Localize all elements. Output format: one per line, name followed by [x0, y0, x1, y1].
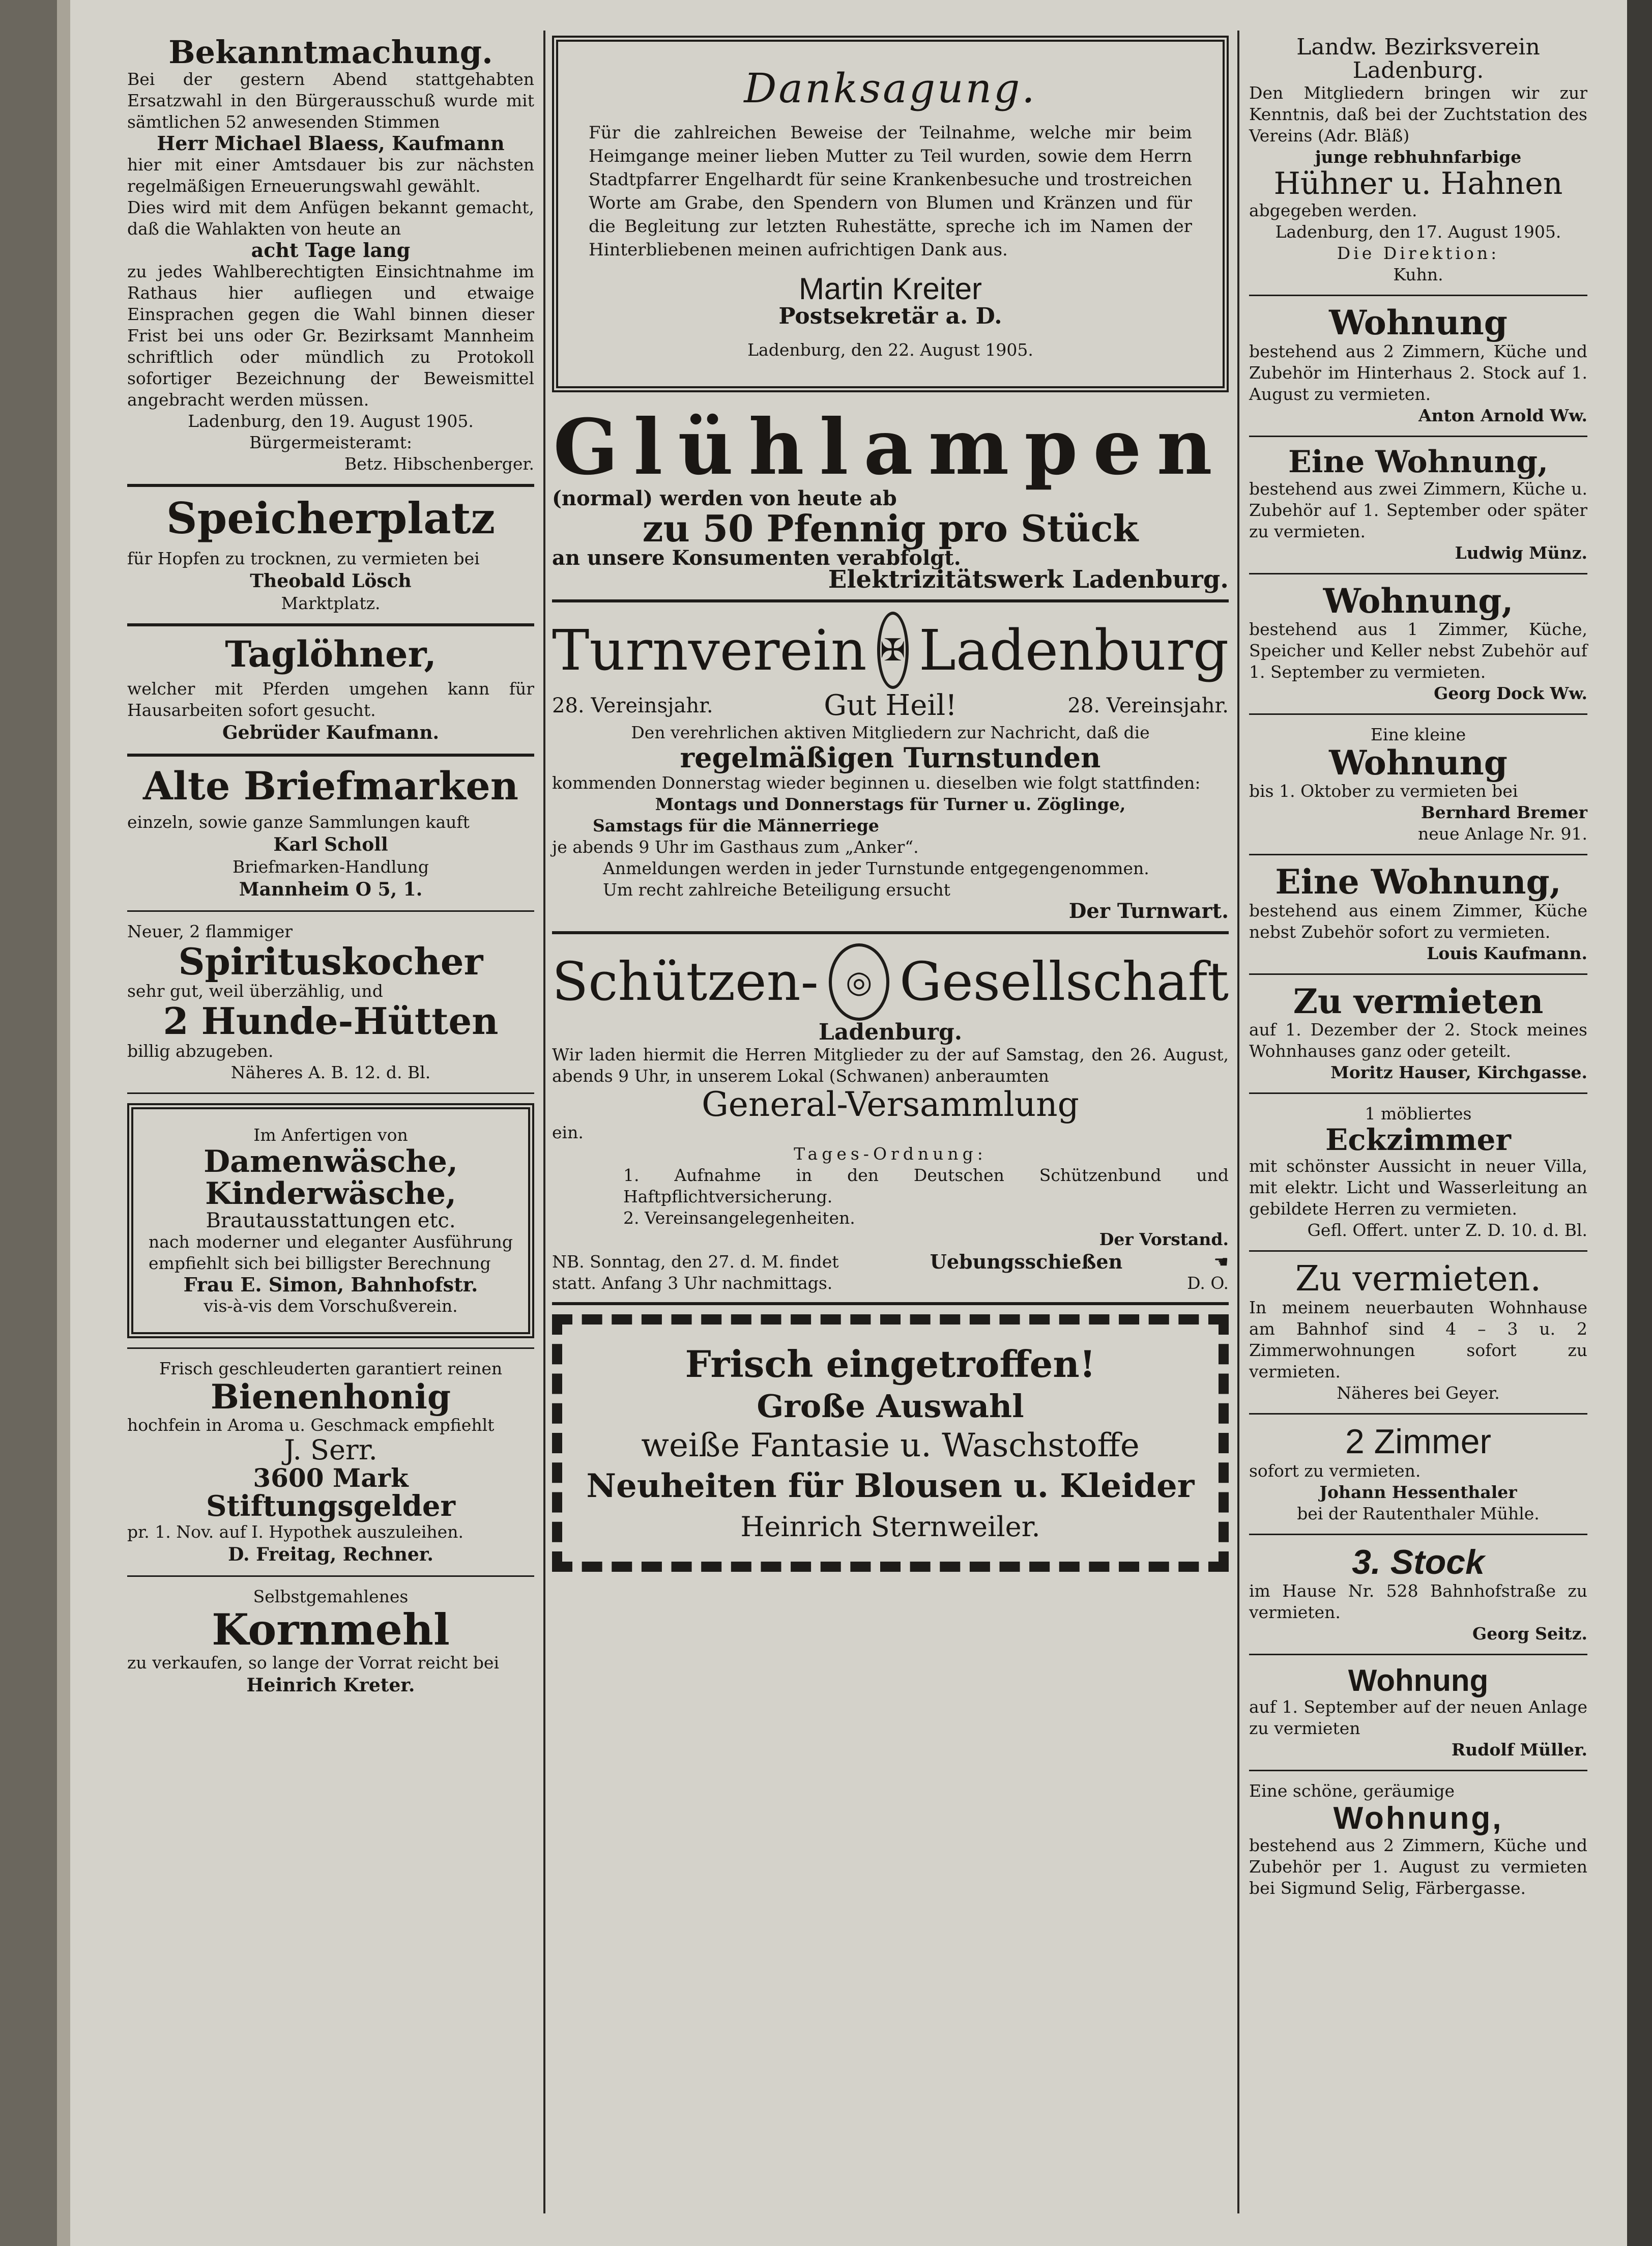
column-rule-right — [1237, 31, 1239, 2213]
ad-title: Eine Wohnung, — [1275, 862, 1561, 902]
ad-text: im Hause Nr. 528 Bahnhofstraße zu vermieten. — [1249, 1580, 1587, 1622]
ad-signature: Elektrizitätswerk Ladenburg. — [828, 565, 1229, 594]
divider — [127, 1575, 534, 1577]
ad-name: Anton Arnold Ww. — [1418, 405, 1587, 425]
ad-info: Näheres bei Geyer. — [1337, 1383, 1500, 1403]
ad-bekanntmachung — [127, 36, 534, 475]
ad-nb: NB. Sonntag, den 27. d. M. findet — [552, 1252, 839, 1272]
ad-title: Wohnung — [1348, 1663, 1489, 1697]
ad-event: General-Versammlung — [702, 1085, 1079, 1125]
ad-text: auf 1. September auf der neuen Anlage zu vermieten — [1249, 1696, 1587, 1738]
ad-address: neue Anlage Nr. 91. — [1418, 824, 1587, 844]
ad-text: welcher mit Pferden umgehen kann für Hausarbeiten sofort gesucht. — [127, 678, 534, 720]
ad-place: Marktplatz. — [281, 593, 381, 614]
ad-text: sofort zu vermieten. — [1249, 1460, 1421, 1481]
ad-statt-row — [552, 1273, 1229, 1293]
ad-year-row — [552, 689, 1229, 722]
ad-title: Wohnung, — [1333, 1800, 1503, 1836]
ad-pre: Frisch geschleuderten garantiert reinen — [159, 1358, 503, 1378]
ad-info: Gefl. Offert. unter Z. D. 10. d. Bl. — [1307, 1220, 1587, 1240]
ad-title: Eine Wohnung, — [1288, 444, 1549, 480]
ad-tagloehner — [127, 633, 534, 744]
ad-text: Den verehrlichen aktiven Mitgliedern zur Nachricht, daß die — [631, 723, 1150, 743]
ad-wohnung-selig — [1249, 1780, 1587, 1899]
ad-wohnung-arnold — [1249, 305, 1587, 426]
ad-sternweiler — [552, 1314, 1229, 1572]
ad-signature: Der Vorstand. — [1099, 1229, 1229, 1250]
ad-signer: Betz. Hibschenberger. — [344, 454, 534, 474]
ad-text: Um recht zahlreiche Beteiligung ersucht — [603, 879, 950, 900]
divider — [127, 754, 534, 757]
ad-title: Frisch eingetroffen! — [685, 1342, 1096, 1386]
ad-title: Turnverein — [552, 617, 867, 683]
binding-edge — [57, 0, 70, 2246]
ad-name: Georg Seitz. — [1472, 1623, 1587, 1644]
ad-text: bestehend aus einem Zimmer, Küche nebst Zubehör sofort zu vermieten. — [1249, 900, 1587, 942]
ad-title: 3600 Mark — [253, 1462, 409, 1493]
ad-text: hochfein in Aroma u. Geschmack empfiehlt — [127, 1415, 495, 1435]
ad-title: Danksagung. — [744, 65, 1037, 112]
ad-title: Stiftungsgelder — [206, 1489, 455, 1523]
ad-title-row — [552, 943, 1229, 1021]
ad-title: Zu vermieten — [1293, 981, 1544, 1021]
divider — [1249, 713, 1587, 715]
ad-name: J. Serr. — [284, 1434, 378, 1466]
ad-agenda-item: 2. Vereinsangelegenheiten. — [623, 1208, 855, 1228]
divider — [1249, 1654, 1587, 1655]
ad-title: 2 Hunde-Hütten — [163, 999, 499, 1043]
ad-year: 28. Vereinsjahr. — [552, 694, 713, 717]
ad-name: Heinrich Sternweiler. — [740, 1510, 1040, 1543]
ad-name: Karl Scholl — [273, 833, 388, 855]
ad-agenda-title: Tages-Ordnung: — [794, 1144, 987, 1164]
ad-wohnung-muenz — [1249, 446, 1587, 564]
ad-name: Herr Michael Blaess, Kaufmann — [157, 132, 505, 155]
ad-title: Kinderwäsche, — [205, 1175, 456, 1212]
ad-role: Postsekretär a. D. — [778, 303, 1002, 329]
ad-text: sehr gut, weil überzählig, und — [127, 981, 383, 1001]
ad-text: Dies wird mit dem Anfügen bekannt gemacht, daß die Wahlakten von heute an — [127, 197, 534, 239]
ad-title: Kornmehl — [212, 1604, 450, 1655]
ad-wohnung-bremer — [1249, 724, 1587, 845]
ad-title: Glühlampen — [553, 402, 1228, 493]
divider — [552, 931, 1229, 934]
divider — [1249, 854, 1587, 855]
ad-date: Ladenburg, den 22. August 1905. — [747, 340, 1033, 360]
ad-text: kommenden Donnerstag wieder beginnen u. dieselben wie folgt stattfinden: — [552, 772, 1201, 793]
ad-date: Ladenburg, den 17. August 1905. — [1275, 222, 1561, 242]
ad-text: bestehend aus 2 Zimmern, Küche und Zubehör per 1. August zu vermieten bei Sigmund Selig, Färbergasse. — [1249, 1835, 1587, 1898]
ad-text: pr. 1. Nov. auf I. Hypothek auszuleihen. — [127, 1522, 463, 1542]
ad-address: vis-à-vis dem Vorschußverein. — [204, 1295, 458, 1316]
middle-column — [552, 36, 1229, 1572]
ad-text: je abends 9 Uhr im Gasthaus zum „Anker“. — [552, 837, 919, 857]
divider — [1249, 1413, 1587, 1415]
ad-wohnung-mueller — [1249, 1664, 1587, 1761]
ad-text: Anmeldungen werden in jeder Turnstunde entgegengenommen. — [603, 858, 1149, 878]
ad-emphasis: junge rebhuhnfarbige — [1315, 147, 1522, 167]
ad-text: Wir laden hiermit die Herren Mitglieder zu der auf Samstag, den 26. August, abends 9 Uhr, in unserem Lokal (Schwanen) anberaumten — [552, 1045, 1229, 1086]
ad-title: Eckzimmer — [1325, 1122, 1511, 1157]
ad-info: Näheres A. B. 12. d. Bl. — [230, 1062, 431, 1082]
ad-wohnung-dock — [1249, 581, 1587, 704]
ad-signature: Der Turnwart. — [1068, 899, 1229, 923]
ad-text: Den Mitgliedern bringen wir zur Kenntnis, daß bei der Zuchtstation des Vereins (Adr. Bläß) — [1249, 83, 1587, 146]
ad-name: Moritz Hauser, Kirchgasse. — [1330, 1062, 1587, 1082]
divider — [1249, 1250, 1587, 1252]
ad-name: Martin Kreiter — [798, 272, 982, 306]
ad-text: auf 1. Dezember der 2. Stock meines Wohnhauses ganz oder geteilt. — [1249, 1019, 1587, 1061]
ad-title-row — [552, 612, 1229, 689]
ad-year: 28. Vereinsjahr. — [1067, 694, 1229, 717]
ad-agenda-item: 1. Aufnahme in den Deutschen Schützenbund und Haftpflichtversicherung. — [623, 1165, 1229, 1207]
divider — [127, 1347, 534, 1349]
ad-address: bei der Rautenthaler Mühle. — [1297, 1503, 1540, 1523]
divider — [127, 623, 534, 626]
ad-title: Bienenhonig — [210, 1376, 451, 1417]
ad-landw-bezirksverein — [1249, 36, 1587, 285]
ad-city: Ladenburg. — [818, 1019, 963, 1045]
ad-pre: Neuer, 2 flammiger — [127, 921, 293, 941]
ad-zu-vermieten-geyer — [1249, 1258, 1587, 1404]
ad-text: zu jedes Wahlberechtigten Einsichtnahme im Rathaus hier aufliegen und etwaige Einsprachen gegen die Wahl binnen dieser Frist bei uns oder Gr. Bezirksamt Mannheim schriftlich oder mündlich zu Protokoll sofortiger Bezeichnung der Beweismittel angebracht werden müssen. — [127, 262, 534, 410]
ad-title: 3. Stock — [1352, 1542, 1485, 1581]
ad-name: Rudolf Müller. — [1451, 1739, 1587, 1760]
ad-text: Für die zahlreichen Beweise der Teilnahme, welche mir beim Heimgange meiner lieben Mutter zu Teil wurden, sowie dem Herrn Stadtpfarrer Engelhardt für seine Krankenbesuche und trostreichen Worte am Grabe, den Spendern von Blumen und Kränzen und für die Begleitung zur letzten Ruhestätte, spreche ich im Namen der Hinterbliebenen meinen aufrichtigen Dank aus. — [589, 123, 1192, 260]
ad-danksagung — [552, 36, 1229, 392]
divider — [1249, 295, 1587, 296]
ad-name: Frau E. Simon, Bahnhofstr. — [183, 1273, 478, 1296]
ad-title: Gesellschaft — [900, 951, 1229, 1013]
ad-stiftungsgelder — [127, 1462, 534, 1566]
ad-text: einzeln, sowie ganze Sammlungen kauft — [127, 812, 470, 832]
right-column — [1249, 36, 1587, 1899]
ad-subtitle: Hühner u. Hahnen — [1273, 166, 1563, 202]
ad-name: Kuhn. — [1393, 265, 1443, 285]
ad-emphasis: Uebungsschießen — [930, 1250, 1123, 1274]
ad-name: Gebrüder Kaufmann. — [222, 722, 440, 743]
divider — [1249, 1770, 1587, 1771]
ad-date: Ladenburg, den 19. August 1905. — [188, 411, 474, 431]
ad-text: In meinem neuerbauten Wohnhause am Bahnhof sind 4 – 3 u. 2 Zimmerwohnungen sofort zu vermieten. — [1249, 1298, 1587, 1382]
ad-pre: Selbstgemahlenes — [253, 1587, 409, 1607]
ad-name: D. Freitag, Rechner. — [228, 1544, 433, 1566]
ad-gluehlampen — [552, 402, 1229, 594]
ad-text: bestehend aus zwei Zimmern, Küche u. Zubehör auf 1. September oder später zu vermieten. — [1249, 478, 1587, 541]
ad-name: Ludwig Münz. — [1455, 542, 1587, 563]
ad-zu-vermieten-hauser — [1249, 981, 1587, 1083]
ad-title: Große Auswahl — [757, 1388, 1024, 1425]
ad-text: bis 1. Oktober zu vermieten bei — [1249, 781, 1518, 801]
ad-text: billig abzugeben. — [127, 1041, 274, 1061]
divider — [1249, 573, 1587, 574]
divider — [1249, 1534, 1587, 1535]
ad-nb-row — [552, 1250, 1229, 1273]
ad-text: für Hopfen zu trocknen, zu vermieten bei — [127, 549, 480, 569]
ad-text: nach moderner und eleganter Ausführung empfiehlt sich bei billigster Berechnung — [149, 1231, 513, 1273]
divider — [1249, 436, 1587, 437]
ad-price: zu 50 Pfennig pro Stück — [642, 506, 1139, 550]
ad-schuetzen — [552, 943, 1229, 1293]
ad-title: Wohnung — [1329, 742, 1508, 783]
ad-kornmehl — [127, 1586, 534, 1697]
ad-text: ein. — [552, 1122, 584, 1143]
ad-text: zu verkaufen, so lange der Vorrat reicht bei — [127, 1653, 500, 1673]
ad-text: bestehend aus 2 Zimmern, Küche und Zubehör im Hinterhaus 2. Stock auf 1. August zu vermieten. — [1249, 341, 1587, 404]
ad-pre: Eine kleine — [1370, 724, 1466, 744]
divider — [127, 484, 534, 487]
turner-cross-icon: ✠ — [877, 612, 909, 689]
ad-text: mit schönster Aussicht in neuer Villa, mit elektr. Licht und Wasserleitung an gebildete Herren zu vermieten. — [1249, 1156, 1587, 1219]
ad-title: Wohnung, — [1323, 581, 1514, 621]
ad-text: bestehend aus 1 Zimmer, Küche, Speicher und Keller nebst Zubehör auf 1. September zu vermieten. — [1249, 619, 1587, 682]
ad-eckzimmer — [1249, 1103, 1587, 1241]
ad-emphasis: acht Tage lang — [251, 239, 411, 262]
book-binding — [0, 0, 57, 2246]
ad-schedule: Samstags für die Männerriege — [593, 815, 879, 836]
ad-name: Theobald Lösch — [250, 570, 412, 592]
ad-2-zimmer — [1249, 1424, 1587, 1524]
ad-city: Mannheim O 5, 1. — [239, 878, 423, 900]
next-page-edge — [1627, 0, 1652, 2246]
ad-briefmarken — [127, 763, 534, 901]
ad-name: Johann Hessenthaler — [1319, 1482, 1517, 1502]
ad-name: Louis Kaufmann. — [1427, 943, 1587, 963]
ad-title: Landw. Bezirksverein Ladenburg. — [1296, 34, 1540, 84]
ad-emphasis: regelmäßigen Turnstunden — [680, 741, 1101, 774]
ad-office: Bürgermeisteramt: — [249, 433, 412, 453]
ad-text: Bei der gestern Abend stattgehabten Ersatzwahl in den Bürgerausschuß wurde mit sämtlichen 52 anwesenden Stimmen — [127, 69, 534, 132]
ad-pre: Im Anfertigen von — [253, 1125, 408, 1145]
divider — [127, 1092, 534, 1094]
ad-text: an unsere Konsumenten verabfolgt. — [552, 546, 961, 570]
ad-text: (normal) werden von heute ab — [552, 486, 897, 510]
divider — [127, 910, 534, 912]
ad-text: statt. Anfang 3 Uhr nachmittags. — [552, 1273, 833, 1293]
ad-name: Georg Dock Ww. — [1434, 683, 1587, 703]
ad-text: abgegeben werden. — [1249, 200, 1417, 221]
ad-spirituskocher — [127, 921, 534, 1083]
ad-pre: 1 möbliertes — [1365, 1103, 1472, 1124]
ad-title: Spirituskocher — [178, 939, 483, 983]
ad-title: Zu vermieten. — [1295, 1258, 1542, 1299]
ad-title: Damenwäsche, — [204, 1143, 458, 1179]
ad-text: hier mit einer Amtsdauer bis zur nächsten regelmäßigen Erneuerungswahl gewählt. — [127, 155, 534, 196]
column-rule-left — [543, 31, 545, 2213]
ad-title: 2 Zimmer — [1345, 1422, 1492, 1461]
ad-3-stock — [1249, 1544, 1587, 1645]
ad-speicherplatz — [127, 493, 534, 614]
ad-subtitle: Brautausstattungen etc. — [206, 1208, 456, 1232]
ad-shop: Briefmarken-Handlung — [232, 856, 429, 877]
target-icon: ◎ — [829, 943, 889, 1021]
divider — [1249, 1092, 1587, 1094]
ad-office: Die Direktion: — [1337, 243, 1500, 264]
ad-name: Bernhard Bremer — [1421, 802, 1587, 823]
ad-title: Ladenburg — [918, 617, 1229, 683]
ad-pre: Eine schöne, geräumige — [1249, 1780, 1455, 1801]
ad-bienenhonig — [127, 1358, 534, 1465]
ad-title: Bekanntmachung. — [168, 34, 493, 71]
divider — [552, 1302, 1229, 1305]
divider — [1249, 973, 1587, 975]
ad-schedule: Montags und Donnerstags für Turner u. Zöglinge, — [655, 794, 1126, 814]
pointing-hand-icon: ☚ — [1213, 1252, 1229, 1272]
ad-title: Neuheiten für Blousen u. Kleider — [586, 1467, 1195, 1506]
ad-signature: D. O. — [1187, 1273, 1229, 1293]
left-column — [127, 36, 534, 1697]
ad-motto: Gut Heil! — [824, 689, 957, 723]
ad-title: Alte Briefmarken — [143, 763, 518, 809]
ad-simon — [127, 1103, 534, 1338]
ad-turnverein — [552, 612, 1229, 922]
ad-title: Taglöhner, — [225, 633, 437, 676]
ad-title: Speicherplatz — [166, 493, 496, 544]
divider — [552, 599, 1229, 602]
ad-wohnung-kaufmann — [1249, 862, 1587, 964]
ad-title: Schützen- — [552, 951, 819, 1013]
ad-name: Heinrich Kreter. — [246, 1675, 415, 1696]
ad-title: weiße Fantasie u. Waschstoffe — [641, 1427, 1140, 1465]
ad-title: Wohnung — [1329, 303, 1508, 343]
